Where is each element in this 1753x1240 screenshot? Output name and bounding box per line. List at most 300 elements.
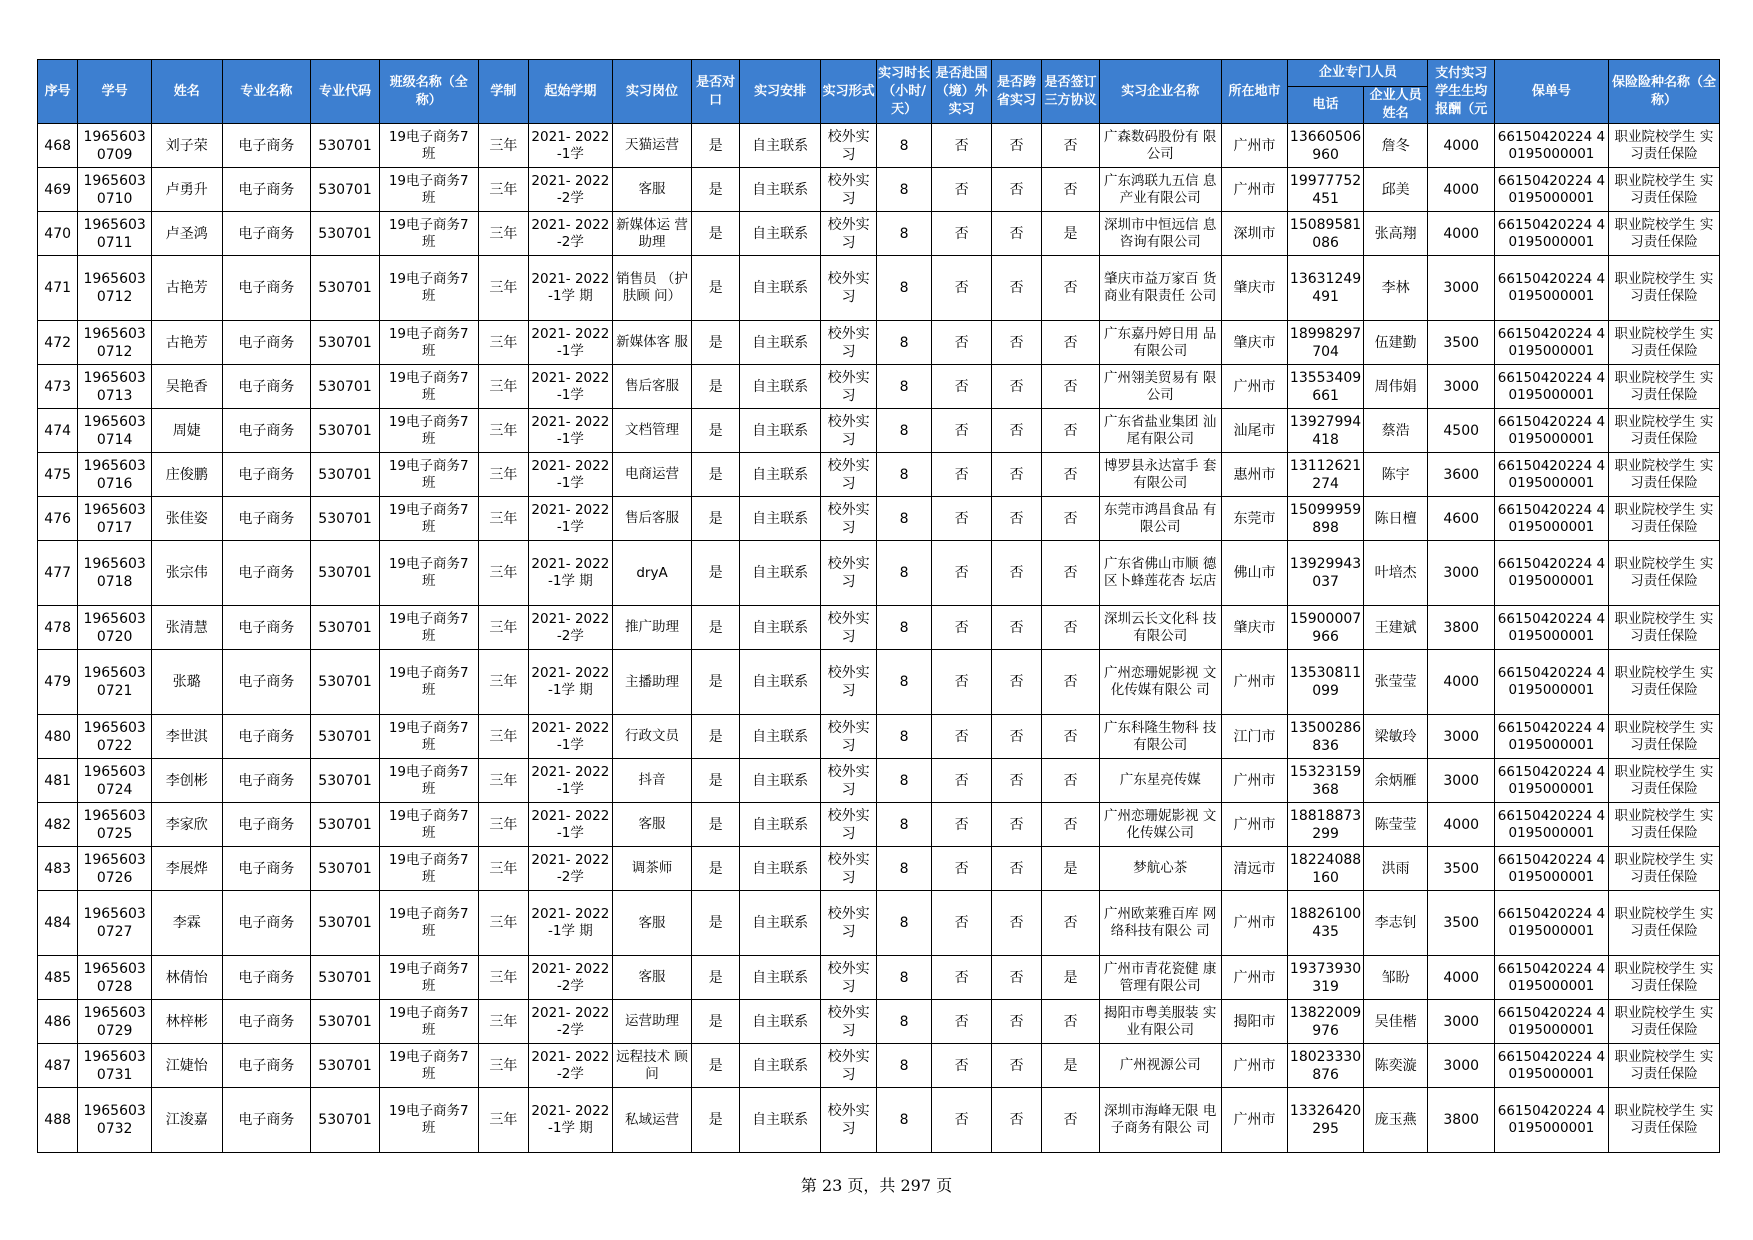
- cell-abroad: 否: [932, 1000, 991, 1044]
- cell-code: 530701: [311, 321, 380, 365]
- cell-code: 530701: [311, 124, 380, 168]
- cell-contact: 王建斌: [1363, 606, 1428, 650]
- cell-hours: 8: [876, 715, 931, 759]
- cell-cls: 19电子商务7 班: [379, 321, 478, 365]
- cell-phone: 18826100 435: [1288, 891, 1364, 956]
- cell-name: 林梓彬: [151, 1000, 222, 1044]
- cell-code: 530701: [311, 256, 380, 321]
- cell-code: 530701: [311, 956, 380, 1000]
- cell-cls: 19电子商务7 班: [379, 803, 478, 847]
- cell-company: 肇庆市益万家百 货商业有限责任 公司: [1099, 256, 1221, 321]
- cell-pay: 3000: [1428, 541, 1495, 606]
- cell-contact: 詹冬: [1363, 124, 1428, 168]
- cell-insurance: 职业院校学生 实习责任保险: [1608, 715, 1719, 759]
- cell-pay: 3000: [1428, 256, 1495, 321]
- cell-insurance: 职业院校学生 实习责任保险: [1608, 1088, 1719, 1153]
- cell-code: 530701: [311, 606, 380, 650]
- cell-pay: 3000: [1428, 1044, 1495, 1088]
- cell-crossprov: 否: [991, 891, 1041, 956]
- table-row: [38, 606, 1720, 650]
- cell-form: 校外实 习: [821, 365, 876, 409]
- cell-abroad: 否: [932, 956, 991, 1000]
- cell-sid: 1965603 0727: [78, 891, 152, 956]
- column-header-seq: 序号: [38, 60, 78, 124]
- cell-match: 是: [692, 606, 739, 650]
- cell-pay: 4000: [1428, 212, 1495, 256]
- cell-major: 电子商务: [222, 759, 311, 803]
- cell-major: 电子商务: [222, 409, 311, 453]
- column-header-tripartite: 是否签订三方协议: [1042, 60, 1099, 124]
- cell-post: 客服: [612, 168, 692, 212]
- cell-term: 2021- 2022-1学 期: [529, 891, 613, 956]
- cell-crossprov: 否: [991, 715, 1041, 759]
- cell-post: 售后客服: [612, 365, 692, 409]
- cell-cls: 19电子商务7 班: [379, 847, 478, 891]
- cell-match: 是: [692, 803, 739, 847]
- cell-system: 三年: [478, 409, 528, 453]
- cell-city: 惠州市: [1221, 453, 1288, 497]
- cell-term: 2021- 2022-1学: [529, 409, 613, 453]
- cell-form: 校外实 习: [821, 847, 876, 891]
- cell-seq: 488: [38, 1088, 78, 1153]
- cell-phone: 18818873 299: [1288, 803, 1364, 847]
- cell-pay: 3800: [1428, 606, 1495, 650]
- column-header-name: 姓名: [151, 60, 222, 124]
- cell-sid: 1965603 0710: [78, 168, 152, 212]
- table-row: [38, 124, 1720, 168]
- cell-major: 电子商务: [222, 650, 311, 715]
- cell-contact: 蔡浩: [1363, 409, 1428, 453]
- cell-insurance: 职业院校学生 实习责任保险: [1608, 321, 1719, 365]
- column-header-code: 专业代码: [311, 60, 380, 124]
- cell-tripartite: 否: [1042, 541, 1099, 606]
- cell-code: 530701: [311, 803, 380, 847]
- cell-system: 三年: [478, 168, 528, 212]
- cell-post: 抖音: [612, 759, 692, 803]
- internship-table: [37, 59, 1720, 1153]
- column-header-cls: 班级名称（全称）: [379, 60, 478, 124]
- cell-abroad: 否: [932, 891, 991, 956]
- cell-hours: 8: [876, 956, 931, 1000]
- cell-seq: 478: [38, 606, 78, 650]
- cell-hours: 8: [876, 168, 931, 212]
- cell-term: 2021- 2022-1学: [529, 803, 613, 847]
- cell-company: 广森数码股份有 限公司: [1099, 124, 1221, 168]
- cell-company: 广州视源公司: [1099, 1044, 1221, 1088]
- cell-term: 2021- 2022-1学: [529, 497, 613, 541]
- cell-term: 2021- 2022-1学: [529, 759, 613, 803]
- cell-sid: 1965603 0725: [78, 803, 152, 847]
- cell-hours: 8: [876, 1044, 931, 1088]
- cell-contact: 梁敏玲: [1363, 715, 1428, 759]
- cell-match: 是: [692, 124, 739, 168]
- cell-phone: 19373930 319: [1288, 956, 1364, 1000]
- cell-cls: 19电子商务7 班: [379, 891, 478, 956]
- cell-term: 2021- 2022-2学: [529, 606, 613, 650]
- cell-seq: 483: [38, 847, 78, 891]
- cell-term: 2021- 2022-1学: [529, 365, 613, 409]
- cell-crossprov: 否: [991, 409, 1041, 453]
- cell-policy: 66150420224 40195000001: [1494, 803, 1608, 847]
- cell-sid: 1965603 0721: [78, 650, 152, 715]
- cell-arrange: 自主联系: [739, 759, 821, 803]
- cell-name: 吴艳香: [151, 365, 222, 409]
- cell-name: 张佳姿: [151, 497, 222, 541]
- cell-post: 新媒体客 服: [612, 321, 692, 365]
- cell-company: 广州恋珊妮影视 文化传媒公司: [1099, 803, 1221, 847]
- cell-company: 广州翎美贸易有 限公司: [1099, 365, 1221, 409]
- cell-form: 校外实 习: [821, 409, 876, 453]
- cell-contact: 叶培杰: [1363, 541, 1428, 606]
- table-row: [38, 409, 1720, 453]
- cell-pay: 3000: [1428, 715, 1495, 759]
- cell-name: 李家欣: [151, 803, 222, 847]
- cell-system: 三年: [478, 497, 528, 541]
- cell-system: 三年: [478, 256, 528, 321]
- cell-name: 江婕怡: [151, 1044, 222, 1088]
- cell-abroad: 否: [932, 453, 991, 497]
- cell-company: 广州恋珊妮影视 文化传媒有限公 司: [1099, 650, 1221, 715]
- cell-major: 电子商务: [222, 956, 311, 1000]
- cell-code: 530701: [311, 409, 380, 453]
- cell-phone: 13927994 418: [1288, 409, 1364, 453]
- cell-phone: 15099959 898: [1288, 497, 1364, 541]
- cell-name: 古艳芳: [151, 256, 222, 321]
- table-row: [38, 365, 1720, 409]
- cell-post: 私域运营: [612, 1088, 692, 1153]
- cell-code: 530701: [311, 168, 380, 212]
- cell-sid: 1965603 0711: [78, 212, 152, 256]
- cell-post: 调茶师: [612, 847, 692, 891]
- cell-term: 2021- 2022-2学: [529, 956, 613, 1000]
- cell-crossprov: 否: [991, 847, 1041, 891]
- cell-abroad: 否: [932, 365, 991, 409]
- cell-pay: 4000: [1428, 803, 1495, 847]
- cell-policy: 66150420224 40195000001: [1494, 956, 1608, 1000]
- column-header-system: 学制: [478, 60, 528, 124]
- column-header-pay: 支付实习学生生均报酬（元: [1428, 60, 1495, 124]
- cell-crossprov: 否: [991, 803, 1041, 847]
- cell-hours: 8: [876, 847, 931, 891]
- cell-crossprov: 否: [991, 124, 1041, 168]
- cell-major: 电子商务: [222, 497, 311, 541]
- cell-hours: 8: [876, 650, 931, 715]
- cell-crossprov: 否: [991, 497, 1041, 541]
- cell-seq: 476: [38, 497, 78, 541]
- cell-match: 是: [692, 541, 739, 606]
- cell-code: 530701: [311, 541, 380, 606]
- cell-major: 电子商务: [222, 1000, 311, 1044]
- cell-arrange: 自主联系: [739, 1044, 821, 1088]
- cell-term: 2021- 2022-1学 期: [529, 541, 613, 606]
- cell-hours: 8: [876, 409, 931, 453]
- cell-system: 三年: [478, 212, 528, 256]
- cell-pay: 3000: [1428, 1000, 1495, 1044]
- cell-city: 肇庆市: [1221, 321, 1288, 365]
- cell-code: 530701: [311, 1088, 380, 1153]
- cell-cls: 19电子商务7 班: [379, 453, 478, 497]
- header-group-enterprise-staff: 企业专门人员: [1288, 60, 1428, 87]
- cell-seq: 477: [38, 541, 78, 606]
- cell-city: 江门市: [1221, 715, 1288, 759]
- cell-form: 校外实 习: [821, 956, 876, 1000]
- cell-term: 2021- 2022-1学: [529, 124, 613, 168]
- cell-sid: 1965603 0722: [78, 715, 152, 759]
- cell-contact: 洪雨: [1363, 847, 1428, 891]
- cell-pay: 4000: [1428, 168, 1495, 212]
- cell-sid: 1965603 0716: [78, 453, 152, 497]
- cell-arrange: 自主联系: [739, 212, 821, 256]
- cell-tripartite: 否: [1042, 715, 1099, 759]
- cell-major: 电子商务: [222, 847, 311, 891]
- table-row: [38, 891, 1720, 956]
- cell-cls: 19电子商务7 班: [379, 606, 478, 650]
- cell-contact: 吴佳楷: [1363, 1000, 1428, 1044]
- cell-city: 汕尾市: [1221, 409, 1288, 453]
- cell-contact: 张高翔: [1363, 212, 1428, 256]
- cell-hours: 8: [876, 1088, 931, 1153]
- table-row: [38, 847, 1720, 891]
- cell-contact: 陈莹莹: [1363, 803, 1428, 847]
- cell-term: 2021- 2022-1学: [529, 715, 613, 759]
- cell-name: 张宗伟: [151, 541, 222, 606]
- cell-abroad: 否: [932, 124, 991, 168]
- cell-phone: 18023330 876: [1288, 1044, 1364, 1088]
- cell-pay: 4500: [1428, 409, 1495, 453]
- cell-arrange: 自主联系: [739, 409, 821, 453]
- cell-hours: 8: [876, 541, 931, 606]
- cell-name: 李创彬: [151, 759, 222, 803]
- cell-pay: 3500: [1428, 847, 1495, 891]
- cell-system: 三年: [478, 715, 528, 759]
- cell-cls: 19电子商务7 班: [379, 1088, 478, 1153]
- cell-seq: 486: [38, 1000, 78, 1044]
- cell-company: 东莞市鸿昌食品 有限公司: [1099, 497, 1221, 541]
- cell-form: 校外实 习: [821, 124, 876, 168]
- column-header-phone: 电话: [1288, 87, 1364, 124]
- cell-form: 校外实 习: [821, 497, 876, 541]
- table-row: [38, 212, 1720, 256]
- cell-arrange: 自主联系: [739, 453, 821, 497]
- cell-hours: 8: [876, 759, 931, 803]
- cell-crossprov: 否: [991, 212, 1041, 256]
- cell-policy: 66150420224 40195000001: [1494, 891, 1608, 956]
- cell-insurance: 职业院校学生 实习责任保险: [1608, 847, 1719, 891]
- cell-phone: 18224088 160: [1288, 847, 1364, 891]
- cell-policy: 66150420224 40195000001: [1494, 759, 1608, 803]
- cell-arrange: 自主联系: [739, 168, 821, 212]
- cell-arrange: 自主联系: [739, 1088, 821, 1153]
- cell-seq: 474: [38, 409, 78, 453]
- table-row: [38, 256, 1720, 321]
- column-header-contact: 企业人员姓名: [1363, 87, 1428, 124]
- cell-match: 是: [692, 891, 739, 956]
- cell-phone: 13929943 037: [1288, 541, 1364, 606]
- column-header-term: 起始学期: [529, 60, 613, 124]
- cell-abroad: 否: [932, 1044, 991, 1088]
- cell-company: 博罗县永达富手 套有限公司: [1099, 453, 1221, 497]
- table-row: [38, 650, 1720, 715]
- cell-form: 校外实 习: [821, 256, 876, 321]
- cell-term: 2021- 2022-2学: [529, 847, 613, 891]
- cell-match: 是: [692, 321, 739, 365]
- cell-match: 是: [692, 256, 739, 321]
- cell-contact: 庞玉燕: [1363, 1088, 1428, 1153]
- cell-tripartite: 否: [1042, 124, 1099, 168]
- cell-match: 是: [692, 168, 739, 212]
- cell-policy: 66150420224 40195000001: [1494, 497, 1608, 541]
- cell-tripartite: 否: [1042, 759, 1099, 803]
- cell-match: 是: [692, 650, 739, 715]
- cell-phone: 13326420 295: [1288, 1088, 1364, 1153]
- cell-abroad: 否: [932, 212, 991, 256]
- cell-form: 校外实 习: [821, 321, 876, 365]
- cell-code: 530701: [311, 650, 380, 715]
- cell-crossprov: 否: [991, 1088, 1041, 1153]
- cell-seq: 480: [38, 715, 78, 759]
- column-header-hours: 实习时长（小时/天）: [876, 60, 931, 124]
- cell-term: 2021- 2022-2学: [529, 168, 613, 212]
- column-header-company: 实习企业名称: [1099, 60, 1221, 124]
- cell-company: 梦航心茶: [1099, 847, 1221, 891]
- cell-cls: 19电子商务7 班: [379, 409, 478, 453]
- cell-policy: 66150420224 40195000001: [1494, 1088, 1608, 1153]
- cell-policy: 66150420224 40195000001: [1494, 365, 1608, 409]
- cell-match: 是: [692, 715, 739, 759]
- table-row: [38, 497, 1720, 541]
- column-header-insurance: 保险险种名称（全称）: [1608, 60, 1719, 124]
- cell-major: 电子商务: [222, 365, 311, 409]
- cell-policy: 66150420224 40195000001: [1494, 168, 1608, 212]
- cell-city: 广州市: [1221, 365, 1288, 409]
- cell-tripartite: 否: [1042, 409, 1099, 453]
- cell-policy: 66150420224 40195000001: [1494, 1044, 1608, 1088]
- cell-seq: 469: [38, 168, 78, 212]
- table-row: [38, 168, 1720, 212]
- cell-arrange: 自主联系: [739, 541, 821, 606]
- cell-phone: 13660506 960: [1288, 124, 1364, 168]
- cell-cls: 19电子商务7 班: [379, 124, 478, 168]
- cell-name: 林倩怡: [151, 956, 222, 1000]
- cell-system: 三年: [478, 321, 528, 365]
- cell-major: 电子商务: [222, 715, 311, 759]
- column-header-form: 实习形式: [821, 60, 876, 124]
- cell-seq: 468: [38, 124, 78, 168]
- cell-contact: 陈宇: [1363, 453, 1428, 497]
- cell-arrange: 自主联系: [739, 365, 821, 409]
- cell-system: 三年: [478, 606, 528, 650]
- cell-name: 庄俊鹏: [151, 453, 222, 497]
- cell-policy: 66150420224 40195000001: [1494, 606, 1608, 650]
- column-header-abroad: 是否赴国（境）外实习: [932, 60, 991, 124]
- cell-cls: 19电子商务7 班: [379, 650, 478, 715]
- cell-pay: 3500: [1428, 321, 1495, 365]
- cell-insurance: 职业院校学生 实习责任保险: [1608, 1000, 1719, 1044]
- cell-company: 深圳市海峰无限 电子商务有限公 司: [1099, 1088, 1221, 1153]
- cell-city: 揭阳市: [1221, 1000, 1288, 1044]
- cell-insurance: 职业院校学生 实习责任保险: [1608, 541, 1719, 606]
- cell-sid: 1965603 0726: [78, 847, 152, 891]
- cell-hours: 8: [876, 453, 931, 497]
- cell-sid: 1965603 0712: [78, 321, 152, 365]
- cell-major: 电子商务: [222, 541, 311, 606]
- cell-seq: 472: [38, 321, 78, 365]
- cell-policy: 66150420224 40195000001: [1494, 1000, 1608, 1044]
- cell-major: 电子商务: [222, 453, 311, 497]
- cell-system: 三年: [478, 541, 528, 606]
- cell-post: 远程技术 顾问: [612, 1044, 692, 1088]
- cell-insurance: 职业院校学生 实习责任保险: [1608, 124, 1719, 168]
- cell-post: 新媒体运 营助理: [612, 212, 692, 256]
- cell-name: 李世淇: [151, 715, 222, 759]
- cell-city: 广州市: [1221, 1044, 1288, 1088]
- cell-city: 广州市: [1221, 803, 1288, 847]
- cell-cls: 19电子商务7 班: [379, 256, 478, 321]
- cell-insurance: 职业院校学生 实习责任保险: [1608, 256, 1719, 321]
- cell-crossprov: 否: [991, 256, 1041, 321]
- table-row: [38, 759, 1720, 803]
- cell-crossprov: 否: [991, 168, 1041, 212]
- cell-match: 是: [692, 365, 739, 409]
- cell-company: 深圳市中恒远信 息咨询有限公司: [1099, 212, 1221, 256]
- cell-arrange: 自主联系: [739, 606, 821, 650]
- cell-major: 电子商务: [222, 803, 311, 847]
- cell-tripartite: 否: [1042, 365, 1099, 409]
- cell-city: 肇庆市: [1221, 256, 1288, 321]
- cell-form: 校外实 习: [821, 453, 876, 497]
- cell-post: 行政文员: [612, 715, 692, 759]
- cell-arrange: 自主联系: [739, 650, 821, 715]
- cell-sid: 1965603 0712: [78, 256, 152, 321]
- cell-form: 校外实 习: [821, 212, 876, 256]
- cell-pay: 4000: [1428, 956, 1495, 1000]
- cell-term: 2021- 2022-2学: [529, 1000, 613, 1044]
- cell-match: 是: [692, 956, 739, 1000]
- cell-phone: 13822009 976: [1288, 1000, 1364, 1044]
- cell-arrange: 自主联系: [739, 1000, 821, 1044]
- cell-hours: 8: [876, 606, 931, 650]
- cell-term: 2021- 2022-1学 期: [529, 650, 613, 715]
- cell-city: 广州市: [1221, 124, 1288, 168]
- cell-code: 530701: [311, 847, 380, 891]
- cell-sid: 1965603 0709: [78, 124, 152, 168]
- cell-form: 校外实 习: [821, 650, 876, 715]
- cell-code: 530701: [311, 891, 380, 956]
- cell-policy: 66150420224 40195000001: [1494, 409, 1608, 453]
- cell-abroad: 否: [932, 497, 991, 541]
- cell-post: 销售员 （护肤顾 问）: [612, 256, 692, 321]
- cell-post: 售后客服: [612, 497, 692, 541]
- cell-phone: 13530811 099: [1288, 650, 1364, 715]
- cell-match: 是: [692, 409, 739, 453]
- cell-post: 推广助理: [612, 606, 692, 650]
- cell-city: 肇庆市: [1221, 606, 1288, 650]
- cell-abroad: 否: [932, 650, 991, 715]
- cell-code: 530701: [311, 497, 380, 541]
- cell-company: 广州市青花瓷健 康管理有限公司: [1099, 956, 1221, 1000]
- cell-policy: 66150420224 40195000001: [1494, 124, 1608, 168]
- cell-hours: 8: [876, 365, 931, 409]
- cell-tripartite: 否: [1042, 1088, 1099, 1153]
- cell-pay: 3000: [1428, 365, 1495, 409]
- cell-seq: 470: [38, 212, 78, 256]
- cell-contact: 李林: [1363, 256, 1428, 321]
- cell-pay: 3500: [1428, 891, 1495, 956]
- cell-sid: 1965603 0731: [78, 1044, 152, 1088]
- cell-term: 2021- 2022-2学: [529, 1044, 613, 1088]
- cell-city: 广州市: [1221, 650, 1288, 715]
- cell-tripartite: 否: [1042, 606, 1099, 650]
